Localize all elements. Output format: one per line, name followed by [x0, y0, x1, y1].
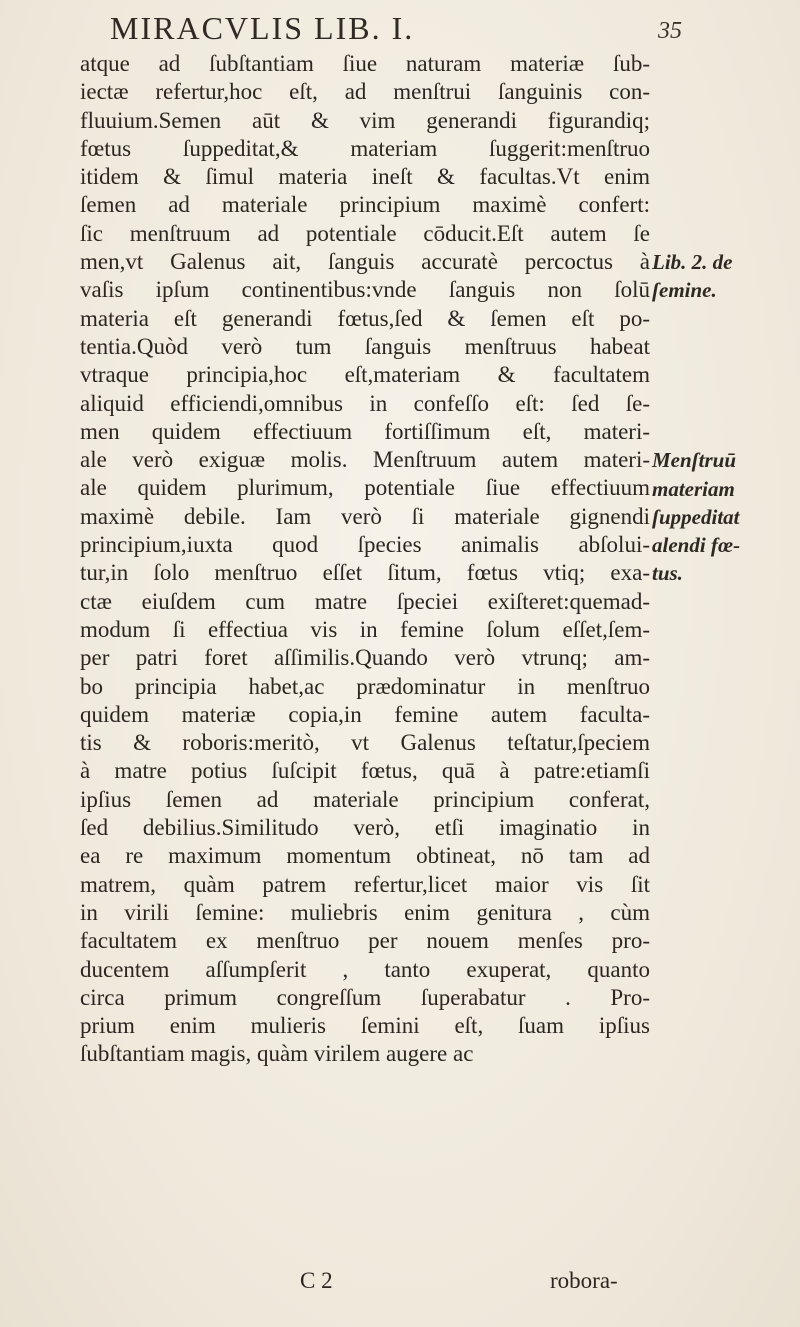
text-line: ſubſtantiam magis, quàm virilem augere ac	[80, 1041, 474, 1067]
text-line: materia eſt generandi fœtus,ſed & ſemen eſt po-	[80, 305, 650, 331]
text-line: men quidem effectiuum fortiſſimum eſt, materi-	[80, 418, 650, 444]
text-line: ſemen ad materiale principium maximè confert:	[80, 192, 650, 218]
text-line: men,vt Galenus ait, ſanguis accuratè percoctus à	[80, 249, 650, 275]
margin-note: ſuppeditat	[652, 504, 740, 529]
running-title: MIRACVLIS LIB. I.	[110, 10, 415, 46]
text-line: tis & roboris:meritò, vt Galenus teſtatur,ſpeciem	[80, 730, 650, 756]
text-line: atque ad ſubſtantiam ſiue naturam materiæ ſub-	[80, 51, 650, 76]
page-footer	[80, 1268, 650, 1302]
text-line: ale quidem plurimum, potentiale ſiue effectiuum	[80, 475, 650, 501]
text-line: tentia.Quòd verò tum ſanguis menſtruus habeat	[80, 333, 650, 359]
text-line: ctæ eiuſdem cum matre ſpeciei exiſteret:quemad-	[80, 588, 650, 614]
catchword: robora-	[550, 1268, 618, 1293]
text-line: à matre potius ſuſcipit fœtus, quā à patre:etiamſi	[80, 758, 650, 784]
text-line: facultatem ex menſtruo per nouem menſes pro-	[80, 928, 650, 954]
text-line: fluuium.Semen aūt & vim generandi figurandiq;	[80, 107, 650, 133]
text-line: fœtus ſuppeditat,& materiam ſuggerit:menſtruo	[80, 135, 650, 161]
text-line: itidem & ſimul materia ineſt & facultas.Vt enim	[80, 164, 650, 190]
signature-mark: C 2	[300, 1268, 333, 1293]
text-line: matrem, quàm patrem refertur,licet maior vis ſit	[80, 871, 650, 897]
text-line: ipſius ſemen ad materiale principium conferat,	[80, 786, 650, 812]
text-line: maximè debile. Iam verò ſi materiale gignendi	[80, 503, 650, 529]
text-line: ducentem aſſumpſerit , tanto exuperat, quanto	[80, 956, 650, 982]
text-line: prium enim mulieris ſemini eſt, ſuam ipſius	[80, 1013, 650, 1039]
text-line: ſed debilius.Similitudo verò, etſi imaginatio in	[80, 815, 650, 841]
text-line: vtraque principia,hoc eſt,materiam & facultatem	[80, 362, 650, 388]
text-line: vaſis ipſum continentibus:vnde ſanguis non ſolū	[80, 277, 650, 303]
text-line: ale verò exiguæ molis. Menſtruum autem materi-	[80, 447, 650, 473]
main-text-block	[80, 50, 650, 1069]
margin-note: ſemine.	[652, 278, 717, 303]
text-line: modum ſi effectiua vis in femine ſolum eſſet,ſem-	[80, 616, 650, 642]
text-line: bo principia habet,ac prædominatur in menſtruo	[80, 673, 650, 699]
page-number: 35	[658, 18, 682, 44]
text-line: ſic menſtruum ad potentiale cōducit.Eſt autem ſe	[80, 220, 650, 246]
text-line: aliquid efficiendi,omnibus in confeſſo eſt: ſed ſe-	[80, 390, 650, 416]
text-line: per patri foret aſſimilis.Quando verò vtrunq; am-	[80, 645, 650, 671]
text-line: principium,iuxta quod ſpecies animalis abſolui-	[80, 532, 650, 558]
margin-note: alendi fœ-	[652, 533, 741, 558]
margin-note: materiam	[652, 476, 735, 501]
text-line: circa primum congreſſum ſuperabatur . Pro-	[80, 984, 650, 1010]
margin-note: tus.	[652, 561, 683, 586]
margin-note: Lib. 2. de	[652, 250, 733, 275]
margin-note: Menſtruū	[652, 448, 737, 473]
text-line: quidem materiæ copia,in femine autem faculta-	[80, 701, 650, 727]
text-line: iectæ refertur,hoc eſt, ad menſtrui ſanguinis con-	[80, 79, 650, 105]
text-line: ea re maximum momentum obtineat, nō tam ad	[80, 843, 650, 869]
running-header	[110, 10, 710, 54]
text-line: tur,in ſolo menſtruo eſſet ſitum, fœtus vtiq; exa-	[80, 560, 650, 586]
text-line: in virili ſemine: muliebris enim genitura , cùm	[80, 899, 650, 925]
